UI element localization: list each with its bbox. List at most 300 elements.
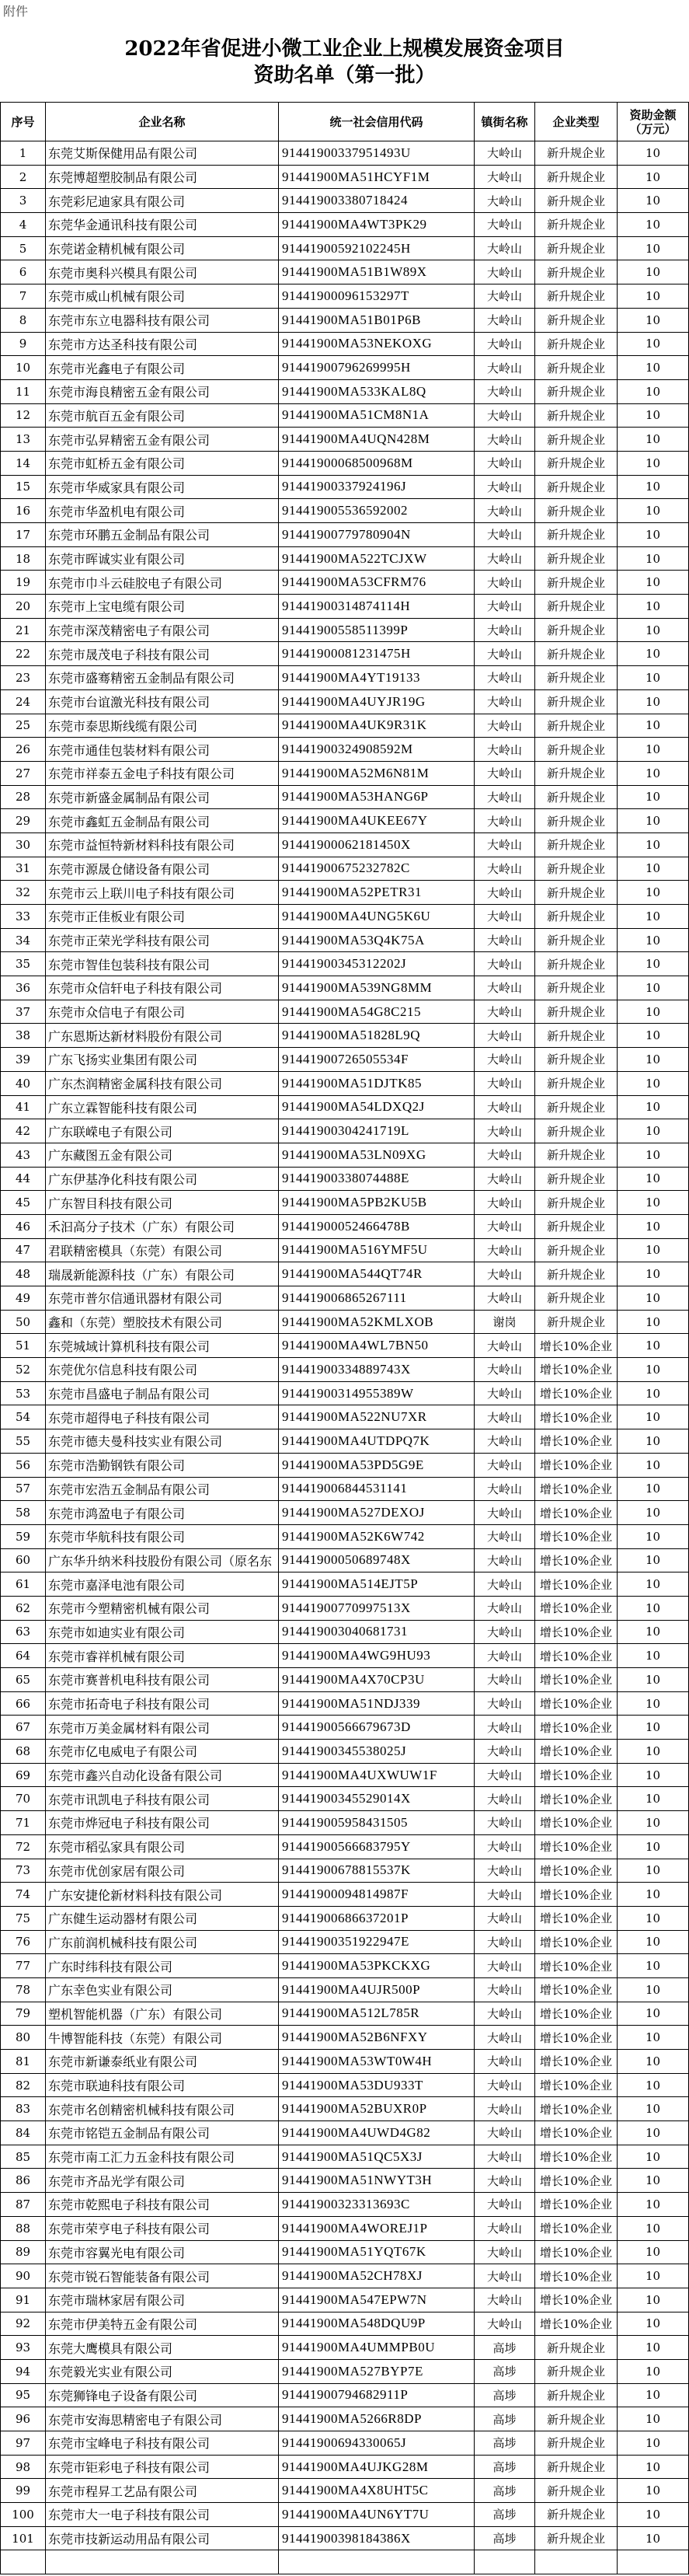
enterprise-type: 增长10%企业 <box>535 1883 618 1907</box>
town-name: 大岭山 <box>475 2074 535 2098</box>
funding-amount: 10 <box>618 809 689 833</box>
funding-amount: 10 <box>618 2527 689 2551</box>
enterprise-type: 新升规企业 <box>535 738 618 762</box>
funding-amount: 10 <box>618 786 689 810</box>
row-index: 1 <box>1 141 46 166</box>
enterprise-type: 新升规企业 <box>535 1191 618 1215</box>
credit-code: 91441900094814987F <box>279 1883 475 1907</box>
funding-amount: 10 <box>618 141 689 166</box>
row-index: 79 <box>1 2002 46 2026</box>
credit-code: 91441900MA5266R8DP <box>279 2407 475 2431</box>
enterprise-type: 新升规企业 <box>535 141 618 166</box>
town-name: 大岭山 <box>475 1191 535 1215</box>
credit-code: 91441900796269995H <box>279 356 475 380</box>
enterprise-type: 新升规企业 <box>535 905 618 929</box>
funding-amount: 10 <box>618 666 689 690</box>
table-row <box>1 1262 689 1286</box>
company-name: 东莞市光鑫电子有限公司 <box>46 356 279 380</box>
company-name: 东莞博超塑胶制品有限公司 <box>46 166 279 190</box>
funding-amount: 10 <box>618 1454 689 1478</box>
enterprise-type: 新升规企业 <box>535 356 618 380</box>
row-index: 94 <box>1 2360 46 2384</box>
enterprise-type: 新升规企业 <box>535 2527 618 2551</box>
enterprise-type: 新升规企业 <box>535 428 618 452</box>
row-index: 28 <box>1 786 46 810</box>
row-index: 7 <box>1 284 46 309</box>
company-name: 禾汩高分子技术（广东）有限公司 <box>46 1215 279 1239</box>
table-row <box>1 619 689 643</box>
town-name: 大岭山 <box>475 476 535 500</box>
table-row <box>1 1835 689 1859</box>
row-index: 58 <box>1 1501 46 1525</box>
company-name: 东莞市睿祥机械有限公司 <box>46 1644 279 1668</box>
header-amount-line-1: 资助金额 <box>629 107 677 122</box>
table-row <box>1 1239 689 1263</box>
company-name: 东莞市巾斗云硅胶电子有限公司 <box>46 571 279 595</box>
credit-code: 91441900686637201P <box>279 1907 475 1931</box>
company-name: 东莞市威山机械有限公司 <box>46 284 279 309</box>
town-name: 大岭山 <box>475 1621 535 1645</box>
table-row <box>1 1859 689 1883</box>
town-name: 大岭山 <box>475 1978 535 2002</box>
funding-amount: 10 <box>618 2193 689 2217</box>
town-name: 大岭山 <box>475 404 535 428</box>
row-index: 41 <box>1 1096 46 1120</box>
enterprise-type: 新升规企业 <box>535 2384 618 2408</box>
company-name: 东莞狮锋电子设备有限公司 <box>46 2384 279 2408</box>
company-name: 东莞市环鹏五金制品有限公司 <box>46 523 279 547</box>
credit-code: 91441900314874114H <box>279 595 475 619</box>
table-row <box>1 1549 689 1573</box>
company-name: 瑞晟新能源科技（广东）有限公司 <box>46 1262 279 1286</box>
company-name: 东莞市技新运动用品有限公司 <box>46 2527 279 2551</box>
company-name: 东莞市深茂精密电子有限公司 <box>46 619 279 643</box>
table-row <box>1 2121 689 2145</box>
enterprise-type: 新升规企业 <box>535 2336 618 2360</box>
table-row <box>1 2074 689 2098</box>
credit-code: 91441900566683795Y <box>279 1835 475 1859</box>
town-name: 大岭山 <box>475 284 535 309</box>
table-row <box>1 2145 689 2169</box>
town-name: 大岭山 <box>475 714 535 738</box>
table-row <box>1 237 689 261</box>
row-index: 64 <box>1 1644 46 1668</box>
enterprise-type: 增长10%企业 <box>535 1787 618 1811</box>
company-name: 东莞市超得电子科技有限公司 <box>46 1405 279 1429</box>
town-name: 大岭山 <box>475 833 535 857</box>
funding-amount: 10 <box>618 2264 689 2288</box>
row-index: 74 <box>1 1883 46 1907</box>
credit-code: 91441900MA52KMLXOB <box>279 1311 475 1335</box>
row-index: 73 <box>1 1859 46 1883</box>
row-index: 89 <box>1 2241 46 2265</box>
credit-code: 91441900MA5PB2KU5B <box>279 1191 475 1215</box>
credit-code: 91441900337924196J <box>279 476 475 500</box>
credit-code: 914419005958431505 <box>279 1811 475 1835</box>
table-row <box>1 2026 689 2050</box>
funding-amount: 10 <box>618 2217 689 2241</box>
table-row <box>1 2312 689 2337</box>
credit-code: 914419006844531141 <box>279 1478 475 1502</box>
funding-amount: 10 <box>618 1096 689 1120</box>
town-name: 大岭山 <box>475 1024 535 1048</box>
town-name: 大岭山 <box>475 786 535 810</box>
row-index: 23 <box>1 666 46 690</box>
funding-amount: 10 <box>618 1072 689 1096</box>
enterprise-type: 新升规企业 <box>535 1311 618 1335</box>
enterprise-type: 新升规企业 <box>535 380 618 404</box>
header-enterprise-type: 企业类型 <box>535 103 618 141</box>
town-name: 大岭山 <box>475 1262 535 1286</box>
table-row <box>1 1405 689 1429</box>
company-name: 东莞市钜彩电子科技有限公司 <box>46 2456 279 2480</box>
funding-amount: 10 <box>618 2002 689 2026</box>
table-row <box>1 2169 689 2193</box>
town-name: 大岭山 <box>475 1501 535 1525</box>
enterprise-type: 新升规企业 <box>535 404 618 428</box>
company-name: 东莞市正荣光学科技有限公司 <box>46 929 279 953</box>
town-name: 大岭山 <box>475 1072 535 1096</box>
company-name: 东莞市拓奇电子科技有限公司 <box>46 1692 279 1716</box>
credit-code: 91441900MA512L785R <box>279 2002 475 2026</box>
table-row <box>1 1119 689 1143</box>
town-name: 大岭山 <box>475 1096 535 1120</box>
enterprise-type: 新升规企业 <box>535 1286 618 1311</box>
row-index: 4 <box>1 213 46 237</box>
row-index: 37 <box>1 1000 46 1024</box>
enterprise-type: 新升规企业 <box>535 1072 618 1096</box>
town-name: 大岭山 <box>475 738 535 762</box>
enterprise-type: 新升规企业 <box>535 476 618 500</box>
funding-amount: 10 <box>618 1501 689 1525</box>
enterprise-type: 新升规企业 <box>535 929 618 953</box>
enterprise-type: 增长10%企业 <box>535 1644 618 1668</box>
funding-amount: 10 <box>618 1764 689 1788</box>
town-name: 大岭山 <box>475 1239 535 1263</box>
table-row <box>1 666 689 690</box>
funding-amount: 10 <box>618 499 689 523</box>
row-index: 53 <box>1 1382 46 1406</box>
credit-code: 91441900MA4WOREJ1P <box>279 2217 475 2241</box>
credit-code: 91441900345312202J <box>279 952 475 976</box>
table-row <box>1 2097 689 2121</box>
company-name: 东莞市齐品光学有限公司 <box>46 2169 279 2193</box>
town-name: 谢岗 <box>475 1311 535 1335</box>
enterprise-type: 增长10%企业 <box>535 2026 618 2050</box>
town-name: 大岭山 <box>475 1668 535 1692</box>
company-name: 东莞市容翼光电有限公司 <box>46 2241 279 2265</box>
company-name: 东莞市安海思精密电子有限公司 <box>46 2407 279 2431</box>
funding-amount: 10 <box>618 762 689 786</box>
table-row <box>1 1143 689 1168</box>
enterprise-type: 新升规企业 <box>535 547 618 571</box>
row-index: 15 <box>1 476 46 500</box>
town-name: 大岭山 <box>475 1835 535 1859</box>
company-name: 广东智目科技有限公司 <box>46 1191 279 1215</box>
company-name: 广东华升纳米科技股份有限公司（原名东 <box>46 1549 279 1573</box>
funding-amount: 10 <box>618 714 689 738</box>
enterprise-type: 新升规企业 <box>535 237 618 261</box>
row-index: 95 <box>1 2384 46 2408</box>
table-row <box>1 452 689 476</box>
row-index: 90 <box>1 2264 46 2288</box>
credit-code: 91441900MA53Q4K75A <box>279 929 475 953</box>
row-index: 39 <box>1 1048 46 1072</box>
funding-amount: 10 <box>618 404 689 428</box>
town-name: 高埗 <box>475 2479 535 2503</box>
row-index: 49 <box>1 1286 46 1311</box>
credit-code: 91441900558511399P <box>279 619 475 643</box>
credit-code: 91441900MA4UNG5K6U <box>279 905 475 929</box>
town-name: 高埗 <box>475 2527 535 2551</box>
header-amount-line-2: （万元） <box>629 121 677 136</box>
town-name: 大岭山 <box>475 1286 535 1311</box>
table-row <box>1 547 689 571</box>
enterprise-type: 新升规企业 <box>535 690 618 714</box>
row-index: 31 <box>1 857 46 881</box>
row-index: 43 <box>1 1143 46 1168</box>
company-name: 东莞市云上联川电子科技有限公司 <box>46 881 279 905</box>
table-row <box>1 1454 689 1478</box>
enterprise-type: 新升规企业 <box>535 714 618 738</box>
town-name: 大岭山 <box>475 1429 535 1454</box>
funding-amount: 10 <box>618 1978 689 2002</box>
credit-code: 91441900MA4UWD4G82 <box>279 2121 475 2145</box>
company-name: 东莞市铭铠五金制品有限公司 <box>46 2121 279 2145</box>
row-index: 78 <box>1 1978 46 2002</box>
town-name: 大岭山 <box>475 619 535 643</box>
town-name: 大岭山 <box>475 1525 535 1549</box>
company-name: 东莞市嘉泽电池有限公司 <box>46 1572 279 1597</box>
table-row <box>1 1286 689 1311</box>
funding-amount: 10 <box>618 833 689 857</box>
funding-amount: 10 <box>618 690 689 714</box>
enterprise-type: 增长10%企业 <box>535 1334 618 1358</box>
title-line-1: 2022年省促进小微工业企业上规模发展资金项目 <box>124 37 565 61</box>
table-row <box>1 929 689 953</box>
town-name: 大岭山 <box>475 1907 535 1931</box>
funding-amount: 10 <box>618 1239 689 1263</box>
row-index: 97 <box>1 2431 46 2456</box>
town-name: 大岭山 <box>475 2002 535 2026</box>
table-row <box>1 1978 689 2002</box>
table-row <box>1 2050 689 2074</box>
funding-amount: 10 <box>618 2145 689 2169</box>
funding-amount: 10 <box>618 213 689 237</box>
funding-amount: 10 <box>618 2336 689 2360</box>
town-name: 大岭山 <box>475 1787 535 1811</box>
row-index: 84 <box>1 2121 46 2145</box>
credit-code: 91441900566679673D <box>279 1716 475 1740</box>
credit-code: 91441900MA4UK9R31K <box>279 714 475 738</box>
company-name: 东莞市如迪实业有限公司 <box>46 1621 279 1645</box>
company-name: 东莞市弘昇精密五金有限公司 <box>46 428 279 452</box>
credit-code: 91441900MA4UJR500P <box>279 1978 475 2002</box>
town-name: 大岭山 <box>475 452 535 476</box>
table-row <box>1 476 689 500</box>
enterprise-type: 新升规企业 <box>535 309 618 333</box>
row-index: 3 <box>1 189 46 213</box>
funding-amount: 10 <box>618 1931 689 1955</box>
table-row <box>1 2384 689 2408</box>
table-row <box>1 2288 689 2312</box>
credit-code: 91441900MA4UTDPQ7K <box>279 1429 475 1454</box>
funding-amount: 10 <box>618 1382 689 1406</box>
credit-code: 91441900068500968M <box>279 452 475 476</box>
enterprise-type: 新升规企业 <box>535 857 618 881</box>
funding-amount: 10 <box>618 857 689 881</box>
funding-amount: 10 <box>618 1334 689 1358</box>
table-row <box>1 1954 689 1978</box>
company-name: 东莞市锐石智能装备有限公司 <box>46 2264 279 2288</box>
credit-code: 91441900MA522TCJXW <box>279 547 475 571</box>
funding-amount: 10 <box>618 2360 689 2384</box>
town-name: 大岭山 <box>475 929 535 953</box>
row-index: 88 <box>1 2217 46 2241</box>
company-name: 东莞市普尔信通讯器材有限公司 <box>46 1286 279 1311</box>
town-name: 大岭山 <box>475 1168 535 1192</box>
funding-amount: 10 <box>618 1859 689 1883</box>
table-row <box>1 2002 689 2026</box>
table-row <box>1 1024 689 1048</box>
company-name: 东莞市讯凯电子科技有限公司 <box>46 1787 279 1811</box>
enterprise-type: 增长10%企业 <box>535 2288 618 2312</box>
town-name: 大岭山 <box>475 2050 535 2074</box>
funding-amount: 10 <box>618 2312 689 2337</box>
funding-amount: 10 <box>618 881 689 905</box>
town-name: 大岭山 <box>475 690 535 714</box>
credit-code: 91441900592102245H <box>279 237 475 261</box>
town-name: 大岭山 <box>475 2145 535 2169</box>
town-name: 高埗 <box>475 2360 535 2384</box>
enterprise-type: 新升规企业 <box>535 1168 618 1192</box>
enterprise-type: 增长10%企业 <box>535 1835 618 1859</box>
table-row <box>1 642 689 666</box>
company-name: 东莞市晖诚实业有限公司 <box>46 547 279 571</box>
funding-amount: 10 <box>618 2407 689 2431</box>
funding-amount: 10 <box>618 547 689 571</box>
funding-amount: 10 <box>618 1907 689 1931</box>
town-name: 大岭山 <box>475 1334 535 1358</box>
credit-code: 91441900MA544QT74R <box>279 1262 475 1286</box>
table-row <box>1 809 689 833</box>
credit-code: 91441900675232782C <box>279 857 475 881</box>
enterprise-type: 增长10%企业 <box>535 2097 618 2121</box>
enterprise-type: 增长10%企业 <box>535 1429 618 1454</box>
credit-code: 91441900MA54LDXQ2J <box>279 1096 475 1120</box>
funding-amount: 10 <box>618 1787 689 1811</box>
table-row <box>1 1191 689 1215</box>
empty-cell <box>1 2550 46 2574</box>
company-name: 东莞市宝峰电子科技有限公司 <box>46 2431 279 2456</box>
enterprise-type: 增长10%企业 <box>535 2264 618 2288</box>
funding-amount: 10 <box>618 1191 689 1215</box>
funding-amount: 10 <box>618 1692 689 1716</box>
credit-code: 914419003040681731 <box>279 1621 475 1645</box>
funding-amount: 10 <box>618 1621 689 1645</box>
company-name: 东莞市鑫虹五金制品有限公司 <box>46 809 279 833</box>
funding-amount: 10 <box>618 1143 689 1168</box>
company-name: 东莞市大一电子科技有限公司 <box>46 2503 279 2527</box>
company-name: 东莞市华威家具有限公司 <box>46 476 279 500</box>
table-row <box>1 1597 689 1621</box>
funding-amount: 10 <box>618 1549 689 1573</box>
row-index: 26 <box>1 738 46 762</box>
town-name: 大岭山 <box>475 857 535 881</box>
town-name: 大岭山 <box>475 499 535 523</box>
company-name: 东莞市泰思斯线缆有限公司 <box>46 714 279 738</box>
credit-code: 91441900MA4UYJR19G <box>279 690 475 714</box>
enterprise-type: 增长10%企业 <box>535 1716 618 1740</box>
company-name: 东莞市优创家居有限公司 <box>46 1859 279 1883</box>
town-name: 大岭山 <box>475 666 535 690</box>
table-row <box>1 1764 689 1788</box>
town-name: 大岭山 <box>475 333 535 357</box>
table-row <box>1 833 689 857</box>
credit-code: 91441900MA52CH78XJ <box>279 2264 475 2288</box>
company-name: 塑机智能机器（广东）有限公司 <box>46 2002 279 2026</box>
enterprise-type: 新升规企业 <box>535 1239 618 1263</box>
table-row <box>1 1168 689 1192</box>
company-name: 东莞市亿电威电子有限公司 <box>46 1740 279 1764</box>
table-row <box>1 1907 689 1931</box>
town-name: 大岭山 <box>475 905 535 929</box>
company-name: 东莞市荣亨电子科技有限公司 <box>46 2217 279 2241</box>
town-name: 大岭山 <box>475 213 535 237</box>
row-index: 14 <box>1 452 46 476</box>
enterprise-type: 新升规企业 <box>535 952 618 976</box>
header-town: 镇街名称 <box>475 103 535 141</box>
table-row <box>1 1668 689 1692</box>
company-name: 东莞市新谦泰纸业有限公司 <box>46 2050 279 2074</box>
credit-code: 91441900323313693C <box>279 2193 475 2217</box>
funding-amount: 10 <box>618 166 689 190</box>
row-index: 30 <box>1 833 46 857</box>
table-row <box>1 2503 689 2527</box>
row-index: 62 <box>1 1597 46 1621</box>
credit-code: 91441900351922947E <box>279 1931 475 1955</box>
enterprise-type: 新升规企业 <box>535 260 618 284</box>
funding-amount: 10 <box>618 1811 689 1835</box>
row-index: 72 <box>1 1835 46 1859</box>
town-name: 大岭山 <box>475 2121 535 2145</box>
funding-amount: 10 <box>618 2456 689 2480</box>
funding-amount: 10 <box>618 1478 689 1502</box>
company-name: 东莞市浩勤钢铁有限公司 <box>46 1454 279 1478</box>
enterprise-type: 增长10%企业 <box>535 2193 618 2217</box>
table-row <box>1 762 689 786</box>
credit-code: 91441900MA53WT0W4H <box>279 2050 475 2074</box>
company-name: 广东飞扬实业集团有限公司 <box>46 1048 279 1072</box>
enterprise-type: 新升规企业 <box>535 571 618 595</box>
row-index: 76 <box>1 1931 46 1955</box>
row-index: 66 <box>1 1692 46 1716</box>
credit-code: 914419005536592002 <box>279 499 475 523</box>
credit-code: 91441900MA4WL7BN50 <box>279 1334 475 1358</box>
row-index: 65 <box>1 1668 46 1692</box>
credit-code: 91441900345529014X <box>279 1787 475 1811</box>
town-name: 高埗 <box>475 2431 535 2456</box>
funding-amount: 10 <box>618 738 689 762</box>
table-row <box>1 714 689 738</box>
company-name: 东莞市名创精密机械科技有限公司 <box>46 2097 279 2121</box>
table-row <box>1 189 689 213</box>
credit-code: 91441900MA514EJT5P <box>279 1572 475 1597</box>
funding-amount: 10 <box>618 2169 689 2193</box>
enterprise-type: 新升规企业 <box>535 2360 618 2384</box>
header-company-name: 企业名称 <box>46 103 279 141</box>
table-row <box>1 2193 689 2217</box>
